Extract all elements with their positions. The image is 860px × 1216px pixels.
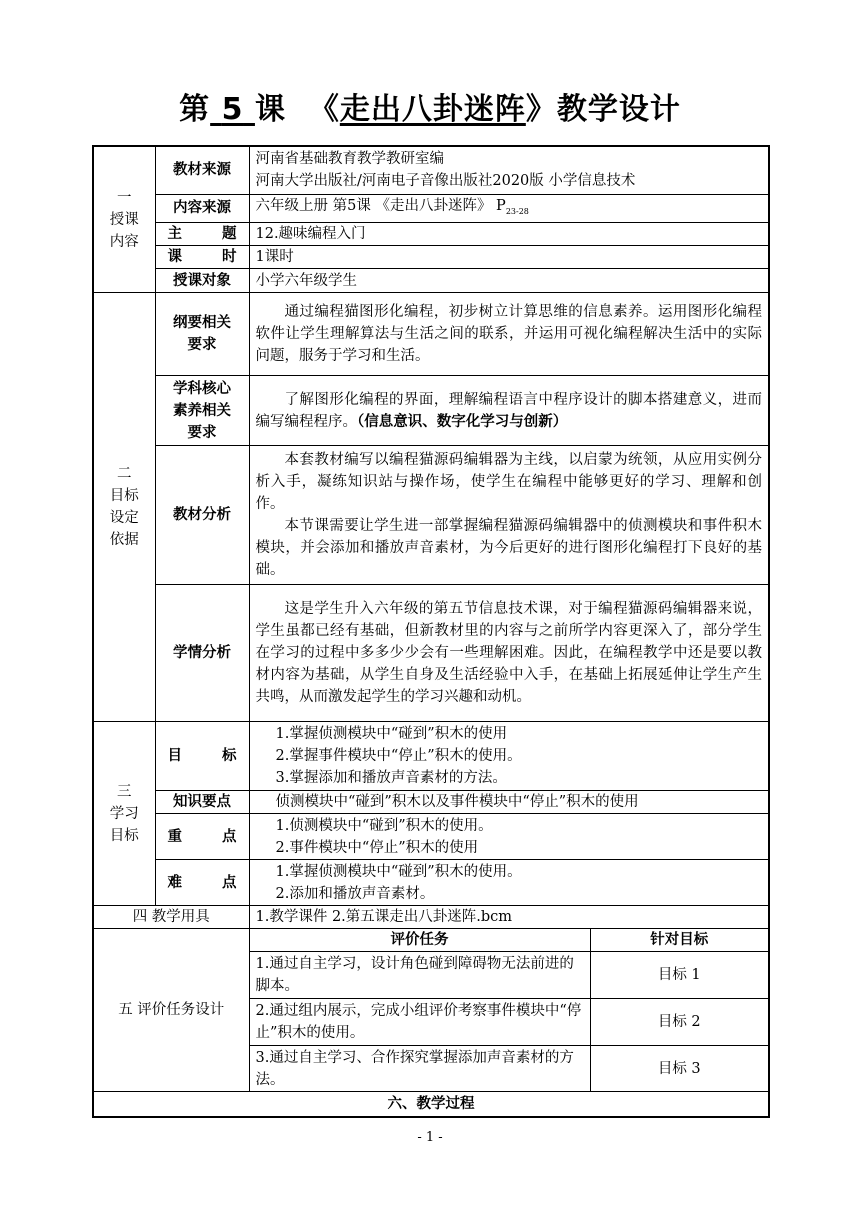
header-assessment-task: 评价任务 (249, 929, 590, 952)
assessment-goal-2: 目标 2 (590, 999, 769, 1046)
section-1-label: 一 授课 内容 (93, 146, 155, 293)
label-objectives: 目 标 (155, 722, 249, 791)
label-difficulties: 难 点 (155, 860, 249, 906)
page-title (0, 84, 860, 128)
assessment-task-1: 1.通过自主学习，设计角色碰到障碍物无法前进的脚本。 (249, 952, 590, 999)
page-number: - 1 - (417, 1130, 443, 1145)
title-lesson-word: 课 (254, 92, 286, 127)
label-textbook-analysis: 教材分析 (155, 446, 249, 585)
lesson-name: 走出八卦迷阵 (339, 92, 526, 127)
objectives-list (249, 722, 769, 791)
assessment-task-2: 2.通过组内展示，完成小组评价考察事件模块中“停止”积木的使用。 (249, 999, 590, 1046)
label-key-knowledge: 知识要点 (155, 791, 249, 814)
class-hours-value: 1课时 (249, 246, 769, 269)
difficulty-1: 1.掌握侦测模块中“碰到”积木的使用。 (275, 863, 522, 880)
assessment-goal-3: 目标 3 (590, 1046, 769, 1092)
difficulties-list (249, 860, 769, 906)
topic-value: 12.趣味编程入门 (249, 223, 769, 246)
core-literacy-text: 了解图形化编程的界面，理解编程语言中程序设计的脚本搭建意义，进而编写编程程序。（信息意识、数字化学习与创新） (249, 376, 769, 446)
objective-2: 2.掌握事件模块中“停止”积木的使用。 (275, 748, 522, 765)
section-5-label: 五 评价任务设计 (93, 929, 249, 1092)
teaching-tools-value: 1.教学课件 2.第五课走出八卦迷阵.bcm (249, 906, 769, 929)
label-key-points: 重 点 (155, 814, 249, 860)
page-range: 23-28 (505, 206, 529, 216)
assessment-task-3: 3.通过自主学习、合作探究掌握添加声音素材的方法。 (249, 1046, 590, 1092)
label-class-hours: 课 时 (155, 246, 249, 269)
label-content-source: 内容来源 (155, 194, 249, 223)
title-suffix: 》教学设计 (525, 92, 681, 127)
section-3-label: 三 学习 目标 (93, 722, 155, 906)
label-audience: 授课对象 (155, 269, 249, 293)
header-target-goal: 针对目标 (590, 929, 769, 952)
textbook-analysis-paragraph-2: 本节课需要让学生进一部掌握编程猫源码编辑器中的侦测模块和事件积木模块，并会添加和播放声音素材，为今后更好的进行图形化编程打下良好的基础。 (255, 518, 762, 579)
section-2-label: 二 目标 设定 依据 (93, 293, 155, 722)
title-open-bracket: 《 (308, 92, 340, 127)
assessment-goal-1: 目标 1 (590, 952, 769, 999)
section-4-label: 四 教学用具 (93, 906, 249, 929)
label-textbook-source: 教材来源 (155, 146, 249, 194)
textbook-analysis-text (249, 446, 769, 585)
content-source-value: 六年级上册 第5课 《走出八卦迷阵》 $P_{23-28}$ (249, 194, 769, 223)
objective-1: 1.掌握侦测模块中“碰到”积木的使用 (275, 726, 508, 743)
title-prefix: 第 (179, 92, 211, 127)
audience-value: 小学六年级学生 (249, 269, 769, 293)
textbook-source-line-1: 河南省基础教育教学教研室编 (255, 151, 444, 168)
key-point-2: 2.事件模块中“停止”积木的使用 (275, 839, 479, 856)
core-literacy-emphasis: （信息意识、数字化学习与创新） (357, 412, 568, 430)
label-student-analysis: 学情分析 (155, 585, 249, 722)
lesson-plan-table (92, 145, 770, 1118)
label-outline-requirements: 纲要相关 要求 (155, 293, 249, 376)
key-knowledge-value: 侦测模块中“碰到”积木以及事件模块中“停止”积木的使用 (249, 791, 769, 814)
lesson-number: 5 (221, 92, 244, 127)
outline-requirements-text: 通过编程猫图形化编程，初步树立计算思维的信息素养。运用图形化编程软件让学生理解算法与生活之间的联系，并运用可视化编程解决生活中的实际问题，服务于学习和生活。 (249, 293, 769, 376)
student-analysis-text: 这是学生升入六年级的第五节信息技术课，对于编程猫源码编辑器来说，学生虽都已经有基础，但新教材里的内容与之前所学内容更深入了，部分学生在学习的过程中多多少少会有一些理解困难。因此，在编程教学中还是要以教材内容为基础，从学生自身及生活经验中入手，在基础上拓展延伸让学生产生共鸣，从而激发起学生的学习兴趣和动机。 (249, 585, 769, 722)
section-6-heading: 六、教学过程 (93, 1092, 769, 1117)
label-core-literacy: 学科核心 素养相关 要求 (155, 376, 249, 446)
label-topic: 主 题 (155, 223, 249, 246)
objective-3: 3.掌握添加和播放声音素材的方法。 (275, 770, 507, 787)
textbook-source-line-2: 河南大学出版社/河南电子音像出版社2020版 小学信息技术 (255, 173, 636, 190)
key-points-list (249, 814, 769, 860)
key-point-1: 1.侦测模块中“碰到”积木的使用。 (275, 817, 493, 834)
difficulty-2: 2.添加和播放声音素材。 (275, 885, 435, 902)
textbook-analysis-paragraph-1: 本套教材编写以编程猫源码编辑器为主线，以启蒙为统领，从应用实例分析入手，凝练知识站与操作场，使学生在编程中能够更好的学习、理解和创作。 (255, 452, 762, 513)
textbook-source-value (249, 146, 769, 194)
